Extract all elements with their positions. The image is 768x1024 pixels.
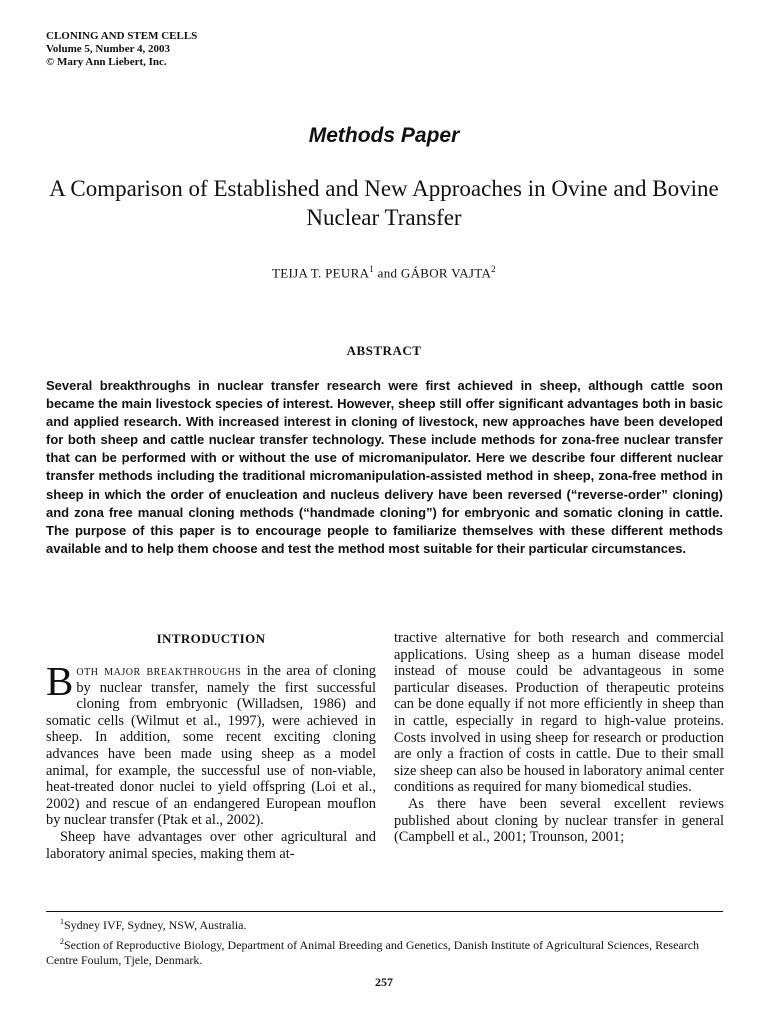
intro-paragraph-1-text: in the area of cloning by nuclear transfer, namely the first successful cloning from embryonic (Willadsen, 1986) and somatic cells (Wilmut et al., 1997), were achieved in sheep. In addition, some recent exciting cloning advances have been made using sheep as a model animal, for example, the successful use of non-viable, heat-treated donor nuclei to yield offspring (Loi et al., 2002) and rescue of an endangered European mouflon by nuclear transfer (Ptak et al., 2002). (46, 663, 377, 829)
intro-paragraph-3: As there have been several excellent reviews published about cloning by nuclear transfer in general (Campbell et al., 2001; Trounson, 2001; (394, 795, 724, 846)
author-2: GÁBOR VAJTA (400, 265, 492, 281)
intro-paragraph-2: Sheep have advantages over other agricultural and laboratory animal species, making them at- (46, 828, 376, 862)
journal-publisher: © Mary Ann Liebert, Inc. (46, 56, 167, 68)
footnote-1 (46, 914, 723, 934)
footnote-2 (46, 934, 723, 969)
journal-name: CLONING AND STEM CELLS (46, 30, 198, 42)
author-connector: and (374, 265, 401, 281)
intro-paragraph-1 (46, 658, 377, 829)
footnote-1-marker: 1 (60, 917, 64, 926)
paper-title: A Comparison of Established and New Approaches in Ovine and Bovine Nuclear Transfer (49, 176, 719, 230)
journal-volume: Volume 5, Number 4, 2003 (46, 43, 171, 55)
intro-paragraph-2-continued: tractive alternative for both research and commercial applications. Using sheep as a human disease model instead of mouse could be advantageous in some particular diseases. Production of therapeutic proteins can be done equally if not more efficiently in sheep than in cattle, especially in regard to high-value proteins. Costs involved in using sheep for research or production are only a fraction of costs in cattle. Due to their small size sheep can also be housed in laboratory animal center conditions as required for many biomedical studies. (394, 630, 724, 796)
page-number: 257 (375, 975, 393, 989)
footnote-1-text: Sydney IVF, Sydney, NSW, Australia. (64, 918, 247, 932)
drop-cap: B (46, 658, 74, 704)
introduction-heading: INTRODUCTION (156, 631, 266, 646)
small-caps-lead: oth major breakthroughs (76, 663, 242, 679)
abstract-heading: ABSTRACT (346, 343, 422, 358)
footnote-divider (46, 911, 723, 912)
footnote-2-marker: 2 (60, 936, 64, 946)
abstract-text: Several breakthroughs in nuclear transfer research were first achieved in sheep, although cattle soon became the main livestock species of interest. However, sheep still offer significant advantages both in basic and applied research. With increased interest in cloning of livestock, new approaches have been developed for both sheep and cattle nuclear transfer technology. These include methods for zona-free nuclear transfer that can be performed with or without the use of micromanipulator. Here we describe four different nuclear transfer methods including the traditional micromanipulation-assisted method in sheep, zona-free method in sheep in which the order of enucleation and nucleus delivery have been reversed (“reverse-order” cloning) and zona free manual cloning methods (“handmade cloning”) for embryonic and somatic cloning in cattle. The purpose of this paper is to encourage people to familiarize themselves with these different methods available and to help them choose and test the method most suitable for their particular circumstances. (46, 378, 723, 556)
author-line (0, 264, 768, 281)
journal-header (46, 30, 197, 69)
left-column (46, 658, 377, 862)
footnotes (46, 914, 723, 969)
author-1: TEIJA T. PEURA (272, 265, 370, 281)
right-column (394, 630, 724, 846)
paper-type: Methods Paper (308, 124, 460, 147)
author-2-affiliation: 2 (491, 264, 496, 274)
author-1-affiliation: 1 (369, 264, 375, 274)
footnote-2-text: Section of Reproductive Biology, Department of Animal Breeding and Genetics, Danish Institute of Agricultural Sciences, Research Centre Foulum, Tjele, Denmark. (46, 937, 700, 967)
